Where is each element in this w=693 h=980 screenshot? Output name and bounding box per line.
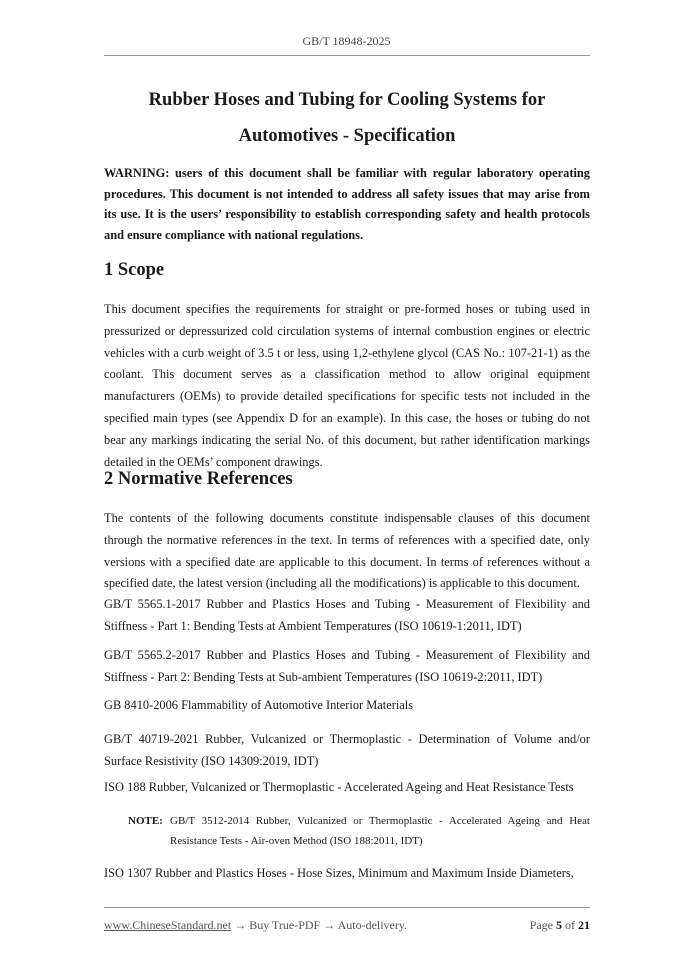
footer-links (104, 918, 407, 933)
page-footer (104, 918, 590, 933)
reference-note (128, 812, 590, 851)
title-line-2: Automotives - Specification (238, 126, 456, 146)
normative-references-heading: 2 Normative References (104, 469, 293, 489)
reference-item: ISO 1307 Rubber and Plastics Hoses - Hose Sizes, Minimum and Maximum Inside Diameters, (104, 866, 574, 880)
reference-item: GB/T 40719-2021 Rubber, Vulcanized or Thermoplastic - Determination of Volume and/or Surface Resistivity (ISO 14309:2019, IDT) (104, 732, 590, 768)
page-total: 21 (578, 918, 590, 932)
page-number (530, 918, 590, 933)
reference-item: ISO 188 Rubber, Vulcanized or Thermoplastic - Accelerated Ageing and Heat Resistance Tests (104, 780, 574, 794)
scope-heading: 1 Scope (104, 260, 165, 280)
page-current: 5 (556, 918, 562, 932)
document-title (104, 82, 590, 154)
warning-paragraph: WARNING: users of this document shall be familiar with regular laboratory operating procedures. This document is not intended to address all safety issues that may arise from its use. It is the users’ responsibility to establish corresponding safety and health protocols and ensure compliance with national regulations. (104, 166, 590, 242)
note-text: GB/T 3512-2014 Rubber, Vulcanized or Thermoplastic - Accelerated Ageing and Heat Resistance Tests - Air-oven Method (ISO 188:2011, IDT) (170, 815, 590, 847)
reference-item: GB/T 5565.2-2017 Rubber and Plastics Hoses and Tubing - Measurement of Flexibility and Stiffness - Part 2: Bending Tests at Sub-ambient Temperatures (ISO 10619-2:2011, IDT) (104, 648, 590, 684)
normative-references-intro: The contents of the following documents constitute indispensable clauses of this document through the normative references in the text. In terms of references with a specified date, only versions with a specified date are applicable to this document. In terms of references without a specified date, the latest version (including all the modifications) is applicable to this document. (104, 511, 590, 591)
title-line-1: Rubber Hoses and Tubing for Cooling Systems for (148, 90, 546, 110)
page-of: of (565, 918, 575, 932)
page-prefix: Page (529, 918, 553, 932)
scope-paragraph: This document specifies the requirements for straight or pre-formed hoses or tubing used in pressurized or depressurized cold circulation systems of internal combustion engines or electric vehicles with a curb weight of 3.5 t or less, using 1,2-ethylene glycol (CAS No.: 107-21-1) as the coolant. This document serves as a classification method to allow original equipment manufacturers (OEMs) to provide detailed specifications for specific tests not included in the specified main types (see Appendix D for an example). In this case, the hoses or tubing do not bear any markings indicating the serial No. of this document, but rather identification markings detailed in the OEMs’ component drawings. (104, 302, 590, 469)
reference-item: GB/T 5565.1-2017 Rubber and Plastics Hoses and Tubing - Measurement of Flexibility and Stiffness - Part 1: Bending Tests at Ambient Temperatures (ISO 10619-1:2011, IDT) (104, 597, 590, 633)
buy-text: → Buy True-PDF → Auto-delivery. (234, 918, 408, 932)
footer-divider (104, 907, 590, 908)
header-standard-number: GB/T 18948-2025 (302, 34, 391, 48)
header-divider (104, 55, 590, 56)
reference-item: GB 8410-2006 Flammability of Automotive Interior Materials (104, 698, 414, 712)
site-link[interactable]: www.ChineseStandard.net (104, 918, 232, 932)
note-label: NOTE: (128, 815, 163, 827)
